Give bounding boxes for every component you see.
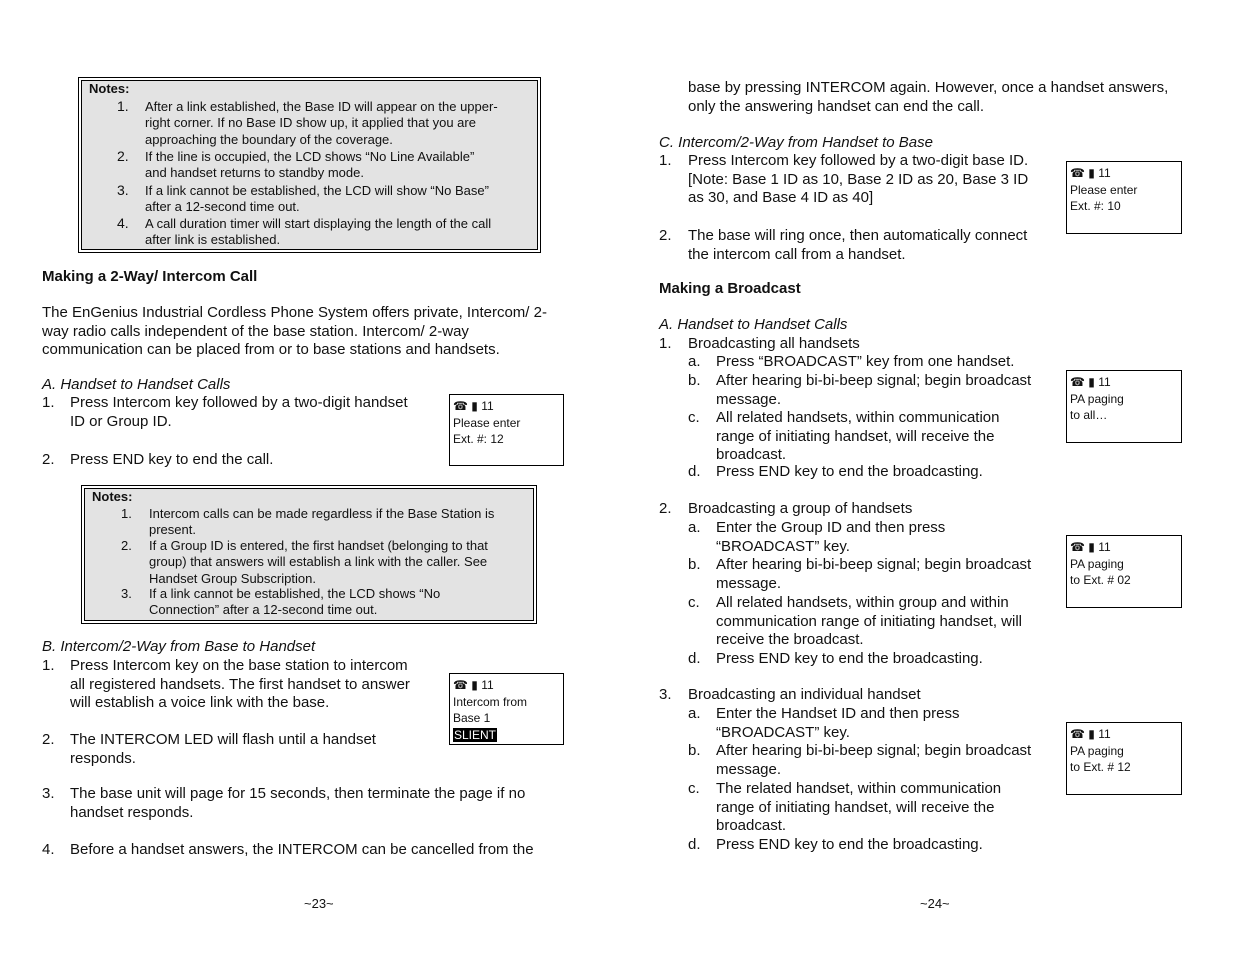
page-number: ~23~ (304, 896, 334, 911)
sub-list-item: a. Enter the Group ID and then press “BROADCAST” key. (688, 519, 946, 555)
sub-list-item: d. Press END key to end the broadcasting. (688, 836, 983, 853)
section-heading: Making a 2-Way/ Intercom Call (42, 268, 258, 285)
subsection-title: A. Handset to Handset Calls (42, 376, 231, 393)
sub-list-item: c. All related handsets, within communication range of initiating handset, will receive the broadcast. (688, 409, 1000, 463)
subsection-title: B. Intercom/2-Way from Base to Handset (42, 638, 316, 655)
note-number: 4. (117, 215, 129, 231)
sub-list-item: a. Enter the Handset ID and then press “BROADCAST” key. (688, 705, 960, 741)
note-number: 2. (121, 538, 132, 553)
right-page (617, 0, 1235, 954)
page-number: ~24~ (920, 896, 950, 911)
phone-battery-icon: ☎ ▮ (1070, 727, 1095, 741)
list-item: 2. The INTERCOM LED will flash until a handset responds. (42, 731, 376, 767)
notes-box-2 (84, 488, 534, 621)
phone-battery-icon: ☎ ▮ (453, 399, 478, 413)
sub-list-item: c. All related handsets, within group and within communication range of initiating handset, will receive the broadcast. (688, 594, 1022, 648)
lcd-display: ☎ ▮ 11 Please enter Ext. #: 10 (1066, 161, 1182, 234)
list-item: 1. Broadcasting all handsets (659, 335, 860, 352)
left-page (0, 0, 617, 954)
list-item: 1. Press Intercom key followed by a two-digit handset ID or Group ID. (42, 394, 408, 430)
note-number: 3. (117, 182, 129, 198)
note-text: A call duration timer will start displaying the length of the call after link is established. (145, 216, 492, 248)
sub-list-item: b. After hearing bi-bi-beep signal; begin broadcast message. (688, 742, 1032, 778)
lcd-highlight: SLIENT (454, 727, 497, 742)
sub-list-item: c. The related handset, within communication range of initiating handset, will receive the broadcast. (688, 780, 1002, 834)
sub-list-item: b. After hearing bi-bi-beep signal; begin broadcast message. (688, 556, 1032, 592)
sub-list-item: d. Press END key to end the broadcasting. (688, 650, 983, 667)
subsection-title: A. Handset to Handset Calls (659, 316, 848, 333)
sub-list-item: d. Press END key to end the broadcasting. (688, 463, 983, 480)
continuation-paragraph: base by pressing INTERCOM again. However, once a handset answers, only the answering handset can end the call. (688, 79, 1169, 115)
note-text: If a link cannot be established, the LCD shows “No Connection” after a 12-second time out. (149, 586, 441, 618)
lcd-display: ☎ ▮ 11 Please enter Ext. #: 12 (449, 394, 564, 466)
note-text: If a link cannot be established, the LCD will show “No Base” after a 12-second time out. (145, 183, 489, 215)
note-number: 3. (121, 586, 132, 601)
phone-battery-icon: ☎ ▮ (453, 678, 478, 692)
subsection-title: C. Intercom/2-Way from Handset to Base (659, 134, 933, 151)
note-text: If the line is occupied, the LCD shows “No Line Available” and handset returns to standby mode. (145, 149, 475, 181)
lcd-display: ☎ ▮ 11 PA paging to Ext. # 02 (1066, 535, 1182, 608)
note-number: 1. (117, 98, 129, 114)
list-item: 1. Press Intercom key on the base station to intercom all registered handsets. The first handset to answer will establish a voice link with the base. (42, 657, 410, 711)
list-item: 2. Press END key to end the call. (42, 451, 274, 468)
note-text: Intercom calls can be made regardless if the Base Station is present. (149, 506, 495, 538)
intro-paragraph: The EnGenius Industrial Cordless Phone System offers private, Intercom/ 2- way radio calls independent of the base station. Intercom/ 2-way communication can be placed from or to base stations and handsets. (42, 304, 547, 358)
list-item: 3. The base unit will page for 15 seconds, then terminate the page if no handset responds. (42, 785, 526, 821)
list-item: 3. Broadcasting an individual handset (659, 686, 921, 703)
note-number: 2. (117, 148, 129, 164)
lcd-display: ☎ ▮ 11 Intercom from Base 1 SLIENT (449, 673, 564, 745)
sub-list-item: b. After hearing bi-bi-beep signal; begin broadcast message. (688, 372, 1032, 408)
notes-title: Notes: (89, 81, 130, 96)
note-text: After a link established, the Base ID will appear on the upper- right corner. If no Base ID show up, it applied that you are approaching the boundary of the coverage. (145, 99, 498, 147)
lcd-display: ☎ ▮ 11 PA paging to all… (1066, 370, 1182, 443)
list-item: 2. The base will ring once, then automatically connect the intercom call from a handset. (659, 227, 1028, 263)
lcd-display: ☎ ▮ 11 PA paging to Ext. # 12 (1066, 722, 1182, 795)
phone-battery-icon: ☎ ▮ (1070, 166, 1095, 180)
phone-battery-icon: ☎ ▮ (1070, 540, 1095, 554)
sub-list-item: a. Press “BROADCAST” key from one handset. (688, 353, 1015, 370)
list-item: 2. Broadcasting a group of handsets (659, 500, 913, 517)
list-item: 4. Before a handset answers, the INTERCOM can be cancelled from the (42, 841, 534, 858)
notes-box-1 (81, 80, 538, 250)
notes-title: Notes: (92, 489, 133, 504)
note-text: If a Group ID is entered, the first handset (belonging to that group) that answers will establish a link with the caller. See Handset Group Subscription. (149, 538, 488, 586)
phone-battery-icon: ☎ ▮ (1070, 375, 1095, 389)
section-heading: Making a Broadcast (659, 280, 801, 297)
list-item: 1. Press Intercom key followed by a two-digit base ID. [Note: Base 1 ID as 10, Base 2 ID as 20, Base 3 ID as 30, and Base 4 ID as 40] (659, 152, 1029, 206)
note-number: 1. (121, 506, 132, 521)
